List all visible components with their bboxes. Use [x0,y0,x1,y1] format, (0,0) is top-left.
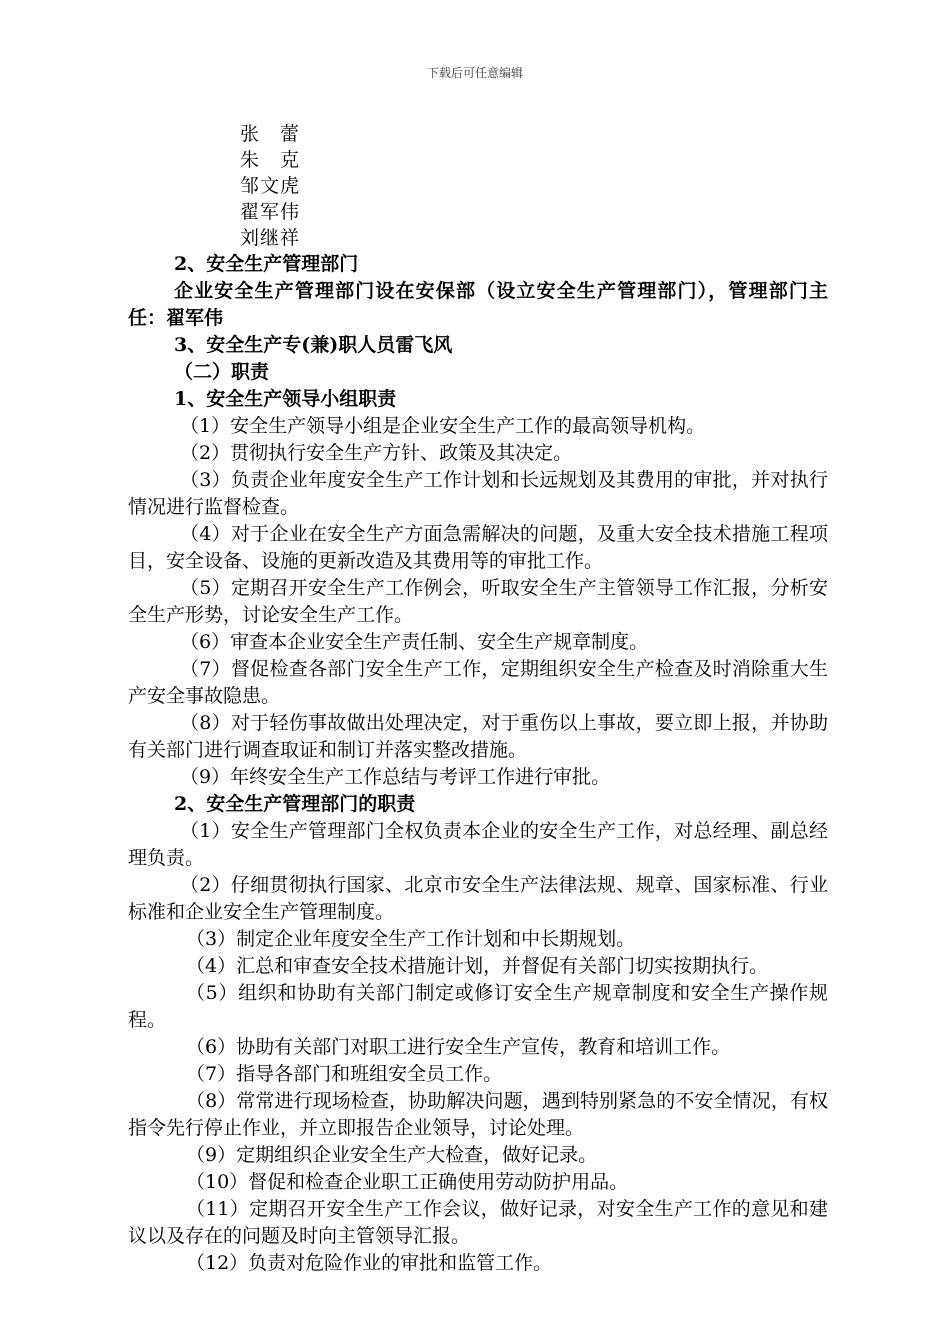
group-duty-item: （9）年终安全生产工作总结与考评工作进行审批。 [180,766,611,788]
group-duty-item: （2）贯彻执行安全生产方针、政策及其决定。 [180,442,573,464]
dept-duty-item: （4）汇总和审查安全技术措施计划，并督促有关部门切实按期执行。 [186,955,769,977]
group-duty-item: （7）督促检查各部门安全生产工作，定期组织安全生产检查及时消除重大生产安全事故隐患。 [128,658,828,707]
dept-duty-item: （9）定期组织企业安全生产大检查，做好记录。 [186,1144,598,1166]
dept-duty-item: （6）协助有关部门对职工进行安全生产宣传，教育和培训工作。 [186,1036,731,1058]
dept-duty-item: （7）指导各部门和班组安全员工作。 [186,1063,503,1085]
group-duty-item: （1）安全生产领导小组是企业安全生产工作的最高领导机构。 [180,415,706,437]
page-header: 下载后可任意编辑 [426,66,523,80]
group-duty-item: （8）对于轻伤事故做出处理决定，对于重伤以上事故，要立即上报，并协助有关部门进行调查取证和制订并落实整改措施。 [128,712,828,761]
dept-duty-item: （2）仔细贯彻执行国家、北京市安全生产法律法规、规章、国家标准、行业标准和企业安全生产管理制度。 [128,874,828,923]
duties-title: （二）职责 [174,361,270,383]
dept-duty-item: （11）定期召开安全生产工作会议，做好记录，对安全生产工作的意见和建议以及存在的问题及时向主管领导汇报。 [128,1198,828,1247]
section-staff: 3、安全生产专(兼)职人员雷飞风 [174,334,453,356]
group-duty-item: （5）定期召开安全生产工作例会，听取安全生产主管领导工作汇报，分析安全生产形势，讨论安全生产工作。 [128,577,828,626]
group-duties-title: 1、安全生产领导小组职责 [174,388,397,410]
section-dept-title: 2、安全生产管理部门 [174,253,359,275]
group-duty-item: （3）负责企业年度安全生产工作计划和长远规划及其费用的审批，并对执行情况进行监督检查。 [128,469,828,518]
member-name: 翟军伟 [240,201,301,223]
dept-duty-item: （5）组织和协助有关部门制定或修订安全生产规章制度和安全生产操作规程。 [128,982,828,1031]
dept-duty-item: （12）负责对危险作业的审批和监管工作。 [186,1252,553,1274]
dept-duty-item: （8）常常进行现场检查，协助解决问题，遇到特别紧急的不安全情况，有权指令先行停止作业，并立即报告企业领导，讨论处理。 [128,1090,828,1139]
dept-duty-item: （10）督促和检查企业职工正确使用劳动防护用品。 [186,1171,629,1193]
member-name: 邹文虎 [240,175,301,197]
dept-duty-item: （3）制定企业年度安全生产工作计划和中长期规划。 [186,928,636,950]
dept-duty-item: （1）安全生产管理部门全权负责本企业的安全生产工作，对总经理、副总经理负责。 [128,820,828,869]
member-name: 张 蕾 [240,123,301,145]
member-name: 朱 克 [240,149,301,171]
group-duty-item: （6）审查本企业安全生产责任制、安全生产规章制度。 [180,631,649,653]
member-name: 刘继祥 [240,227,301,249]
section-dept-body: 企业安全生产管理部门设在安保部（设立安全生产管理部门），管理部门主任：翟军伟 [128,280,828,329]
group-duty-item: （4）对于企业在安全生产方面急需解决的问题，及重大安全技术措施工程项目，安全设备、设施的更新改造及其费用等的审批工作。 [128,523,828,572]
dept-duties-title: 2、安全生产管理部门的职责 [174,793,416,815]
document-body [128,121,828,1277]
